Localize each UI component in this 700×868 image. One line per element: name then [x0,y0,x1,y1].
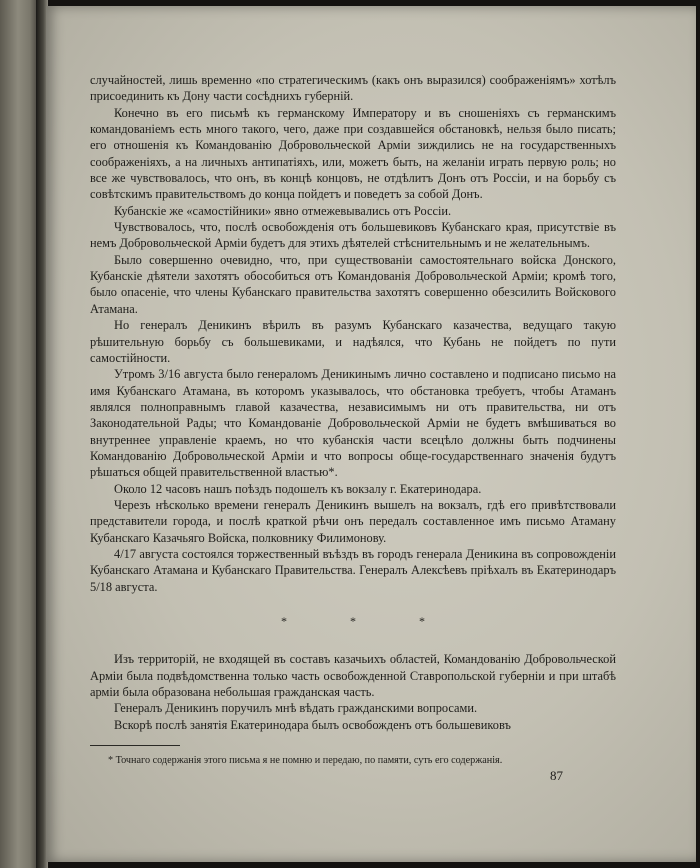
paragraph: случайностей, лишь временно «по стратегическимъ (какъ онъ выразился) соображеніямъ» хотѣлъ присоединить къ Дону части сосѣднихъ губерній. [90,73,616,104]
paragraph: Утромъ 3/16 августа было генераломъ Деникинымъ лично составлено и подписано письмо на имя Кубанскаго Атамана, въ которомъ указывалось, что обстановка требуетъ, чтобы Атаманъ являлся полноправнымъ главой казачества, независимымъ ни отъ правительства, ни отъ Законодательной Рады; что Командованіе Добровольческой Арміи не будетъ вмѣшиваться во внутреннее управленіе краемъ, но что кубанскія части всецѣло должны быть подчинены Командованію Добровольческой Арміи и что вопросы обще-государственнаго значенія будутъ рѣшаться общей правительственной властью*. [90,367,616,480]
paragraph: Кубанскіе же «самостійники» явно отмежевывались отъ Россіи. [114,203,452,218]
paragraph: Но генералъ Деникинъ вѣрилъ въ разумъ Кубанскаго казачества, ведущаго такую рѣшительную борьбу съ большевиками, и надѣялся, что Кубань не пойдетъ по пути самостійности. [90,318,616,365]
bleed-through-text [2,440,32,660]
paragraph: Генералъ Деникинъ поручилъ мнѣ вѣдать гражданскими вопросами. [114,701,478,716]
book-page [46,6,696,862]
paragraph: Чувствовалось, что, послѣ освобожденія отъ большевиковъ Кубанскаго края, присутствіе въ немъ Добровольческой Арміи будетъ для этихъ дѣятелей стѣснительнымъ и не желательнымъ. [90,220,616,251]
paragraph: Было совершенно очевидно, что, при существованіи самостоятельнаго войска Донского, Кубанскіе дѣятели захотятъ обособиться отъ Командованія Добровольческой Арміи; кромѣ того, было опасеніе, что члены Кубанскаго правительства захотятъ совершенно обезсилить Войскового Атамана. [90,252,616,316]
footnote-rule [90,745,180,746]
paragraph: Изъ территорій, не входящей въ составъ казачьихъ областей, Командованію Добровольческой Арміи была подвѣдомственна только часть освобожденной Ставропольской губерніи и при штабѣ арміи была образована небольшая гражданская часть. [90,652,616,700]
page-number: 87 [550,768,563,783]
paragraph: 4/17 августа состоялся торжественный въѣздъ въ городъ генерала Деникина въ сопровожденіи Кубанскаго Атамана и Кубанскаго Правительства. Генералъ Алексѣевъ пріѣхалъ въ Екатеринодаръ 5/18 августа. [90,546,616,594]
previous-page-edge [0,0,40,868]
footnote: * Точнаго содержанія этого письма я не помню и передаю, по памяти, суть его содержанія. [108,755,503,767]
paragraph: Вскорѣ послѣ занятія Екатеринодара былъ освобожденъ отъ большевиковъ [114,717,511,732]
paragraph: Конечно въ его письмѣ къ германскому Императору и въ сношеніяхъ съ германскимъ командованіемъ есть много такого, чего, даже при создавшейся обстановкѣ, нельзя было писать; его отношенія къ Командованію Добровольческой Арміи зиждились не на государственныхъ соображеніяхъ, а на личныхъ антипатіяхъ, или, можетъ быть, на желаніи играть первую роль; но все же чувствовалось, что онъ, въ концѣ концовъ, не отдѣлитъ Донъ отъ Россіи, и на борьбу съ совѣтскимъ правительствомъ до конца пойдетъ и поведетъ за собой Донъ. [90,105,616,202]
paragraph: Черезъ нѣсколько времени генералъ Деникинъ вышелъ на вокзалъ, гдѣ его привѣтствовали представители города, и послѣ краткой рѣчи онъ передалъ составленное имъ письмо Атаману Кубанскаго Казачьяго Войска, полковнику Филимонову. [90,497,616,545]
bleed-through-text [2,300,32,420]
paragraph: Около 12 часовъ нашъ поѣздъ подошелъ къ вокзалу г. Екатеринодара. [114,481,482,496]
page-body [90,72,616,768]
section-separator: * * * [281,614,455,628]
